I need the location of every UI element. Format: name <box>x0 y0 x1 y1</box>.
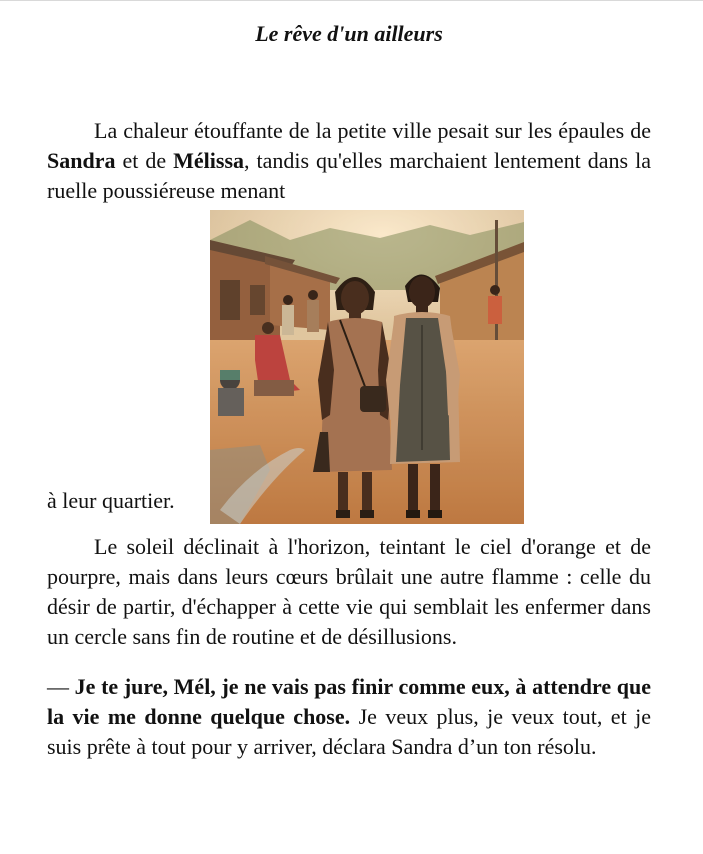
paragraph-1-text-b: et de <box>115 148 174 173</box>
street-scene-image <box>210 210 524 524</box>
paragraph-2: Le soleil déclinait à l'horizon, teintant le ciel d'orange et de pourpre, mais dans leurs cœurs brûlait une autre flamme : celle du désir de partir, d'échapper à cette vie qui semblait les enfermer dans un cercle sans fin de routine et de désillusions. <box>47 534 651 649</box>
paragraph-1-text-a: La chaleur étouffante de la petite ville pesait sur les épaules de <box>94 118 651 143</box>
paragraph-1-text-c: , tandis qu'elles marchaient lentement dans la ruelle poussiéreuse menant <box>47 148 651 203</box>
document-title: Le rêve d'un ailleurs <box>255 21 443 46</box>
name-melissa: Mélissa <box>173 148 245 173</box>
street-scene-illustration <box>210 210 524 524</box>
page-top-border <box>0 0 703 1</box>
dialogue-bold-quote: Je te jure, Mél, je ne vais pas finir comme eux, à attendre que la vie me donne quelque chose. <box>47 674 652 729</box>
paragraph-3 <box>47 672 651 762</box>
dialogue-rest: Je veux plus, je veux tout, et je suis prête à tout pour y arriver, déclara Sandra d’un ton résolu. <box>47 704 651 759</box>
paragraph-1-text-end: à leur quartier. <box>47 488 175 513</box>
name-sandra: Sandra <box>47 148 116 173</box>
dialogue-dash: — <box>47 674 75 699</box>
